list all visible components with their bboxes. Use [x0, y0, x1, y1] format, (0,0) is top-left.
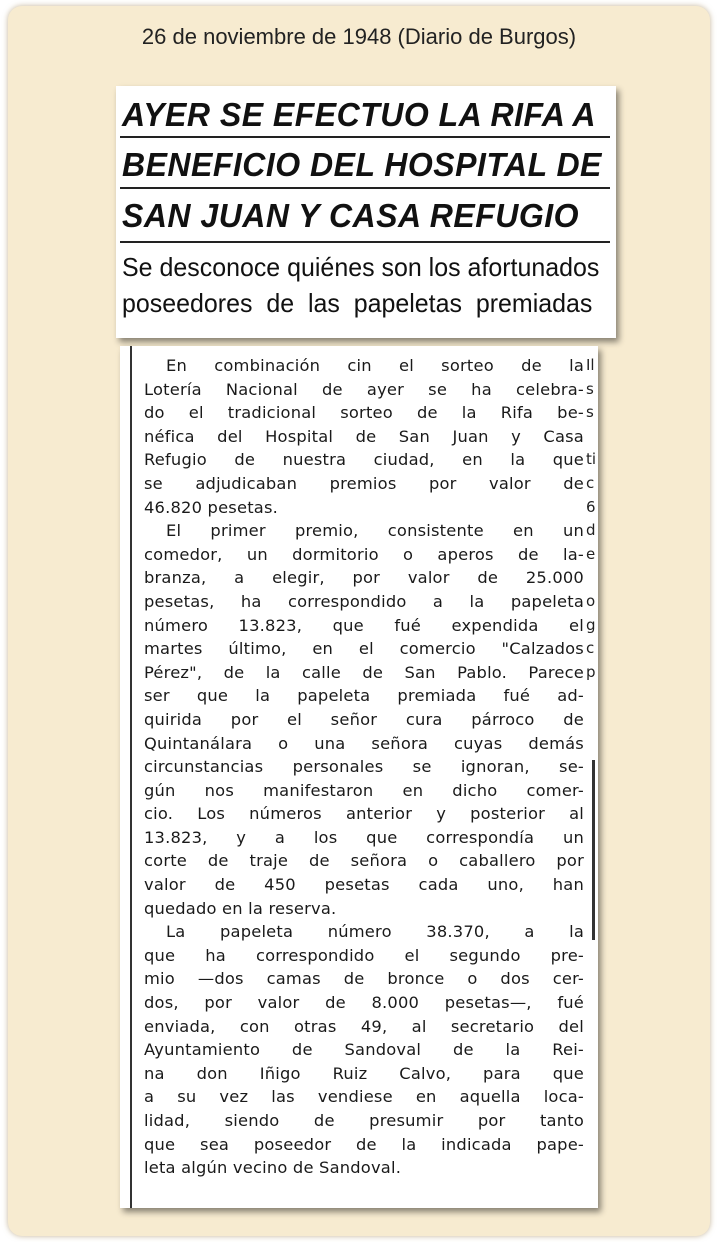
side-fragment	[586, 566, 610, 590]
headline-rule	[120, 187, 610, 189]
article-line: Ayuntamiento de Sandoval de la Rei-	[144, 1040, 584, 1060]
article-line: corte de traje de señora o caballero por	[144, 851, 584, 871]
side-fragment: 6	[586, 497, 596, 516]
side-fragment: Il	[586, 356, 595, 374]
side-fragment: d	[586, 521, 596, 540]
article-line: gún nos manifestaron en dicho comer-	[144, 780, 584, 800]
article-line: lidad, siendo de presumir por tanto	[144, 1111, 584, 1130]
article-line: comedor, un dormitorio o aperos de la-	[144, 544, 584, 564]
side-fragment: ti	[586, 450, 597, 469]
article-line: do el tradicional sorteo de la Rifa be-	[144, 403, 584, 423]
side-fragment: p	[586, 662, 596, 681]
article-line: que ha correspondido el segundo pre-	[144, 945, 584, 965]
article-line: néfica del Hospital de San Juan y Casa	[144, 426, 584, 446]
headline-rule	[120, 241, 610, 243]
article-line: valor de 450 pesetas cada uno, han	[144, 875, 584, 895]
article-line: La papeleta número 38.370, a la	[166, 922, 584, 942]
article-line: se adjudicaban premios por valor de	[144, 473, 584, 493]
article-line: cio. Los números anterior y posterior al	[144, 804, 584, 824]
clipping-edge	[592, 760, 595, 940]
article-line: que sea poseedor de la indicada pape-	[144, 1134, 584, 1154]
adjacent-column-fragment	[586, 354, 610, 684]
article-clipping	[120, 346, 598, 1208]
side-fragment: s	[586, 379, 594, 398]
headline-line-1: AYER SE EFECTUO LA RIFA A	[122, 96, 596, 133]
subheadline-line-1: Se desconoce quiénes son los afortunados	[122, 252, 600, 282]
article-line: quedado en la reserva.	[144, 898, 337, 918]
image-caption: 26 de noviembre de 1948 (Diario de Burgos)	[141, 24, 577, 49]
article-line: dos, por valor de 8.000 pesetas—, fué	[144, 993, 584, 1013]
article-line: branza, a elegir, por valor de 25.000	[144, 568, 584, 588]
column-rule	[130, 346, 132, 1208]
article-line: El primer premio, consistente en un	[166, 521, 584, 541]
side-fragment: c	[586, 639, 595, 658]
article-line: Quintanálara o una señora cuyas demás	[144, 733, 584, 753]
subheadline-line-2: poseedores de las papeletas premiadas	[122, 288, 593, 318]
headline-line-2: BENEFICIO DEL HOSPITAL DE	[122, 146, 602, 183]
side-fragment	[586, 425, 610, 449]
article-line: Lotería Nacional de ayer se ha celebra-	[144, 379, 584, 399]
article-line: quirida por el señor cura párroco de	[144, 709, 584, 729]
article-line: 46.820 pesetas.	[144, 497, 279, 517]
article-line: martes último, en el comercio "Calzados	[144, 639, 584, 659]
headline-rule	[120, 136, 610, 138]
article-line: na don Iñigo Ruiz Calvo, para que	[144, 1063, 584, 1083]
article-line: pesetas, ha correspondido a la papeleta	[144, 591, 584, 611]
article-line: 13.823, y a los que correspondía un	[144, 827, 584, 847]
article-line: Refugio de nuestra ciudad, en la que	[144, 450, 584, 470]
article-line: enviada, con otras 49, al secretario del	[144, 1016, 584, 1036]
side-fragment: o	[586, 591, 596, 610]
side-fragment: c	[586, 473, 595, 492]
headline-line-3: SAN JUAN Y CASA REFUGIO	[122, 197, 580, 234]
article-line: a su vez las vendiese en aquella loca-	[144, 1087, 584, 1107]
article-body	[144, 354, 584, 1180]
side-fragment: g	[586, 615, 596, 634]
article-line: mio —dos camas de bronce o dos cer-	[144, 969, 584, 989]
side-fragment: e	[586, 544, 596, 563]
article-line: ser que la papeleta premiada fué ad-	[144, 686, 584, 706]
side-fragment: s	[586, 403, 594, 422]
article-line: En combinación cin el sorteo de la	[166, 356, 584, 375]
headline-clipping	[116, 86, 616, 338]
article-line: Pérez", de la calle de San Pablo. Parece	[144, 662, 584, 682]
article-line: circunstancias personales se ignoran, se-	[144, 757, 584, 777]
article-line: número 13.823, que fué expendida el	[144, 615, 584, 635]
article-line: leta algún vecino de Sandoval.	[144, 1158, 402, 1178]
